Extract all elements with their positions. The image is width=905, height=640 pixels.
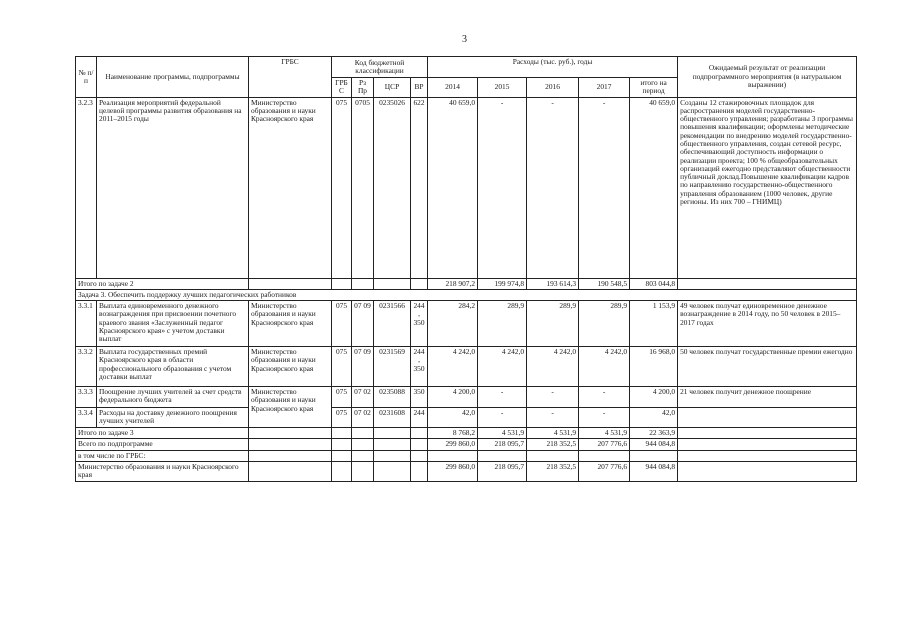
table-row — [76, 347, 857, 387]
cell-code-vr: 622 — [411, 97, 428, 278]
cell-2017: - — [579, 97, 630, 278]
cell-2015: - — [478, 97, 527, 278]
subheader-2014: 2014 — [428, 78, 478, 98]
ministry-total: 944 084,8 — [630, 461, 678, 481]
cell-name: Выплата единовременного денежного вознаграждения при присвоении почетного краевого звания «Заслуженный педагог Красноярского края» с учетом доставки выплат — [97, 301, 249, 347]
cell-code-csr: 0235026 — [374, 97, 411, 278]
total-label: Итого по задаче 2 — [76, 278, 249, 289]
cell-code-grbs: 075 — [332, 301, 352, 347]
table-row — [76, 97, 857, 278]
cell-2017: - — [579, 387, 630, 408]
total-label: Итого по задаче 3 — [76, 428, 249, 439]
cell-total: 40 659,0 — [630, 97, 678, 278]
subheader-csr: ЦСР — [374, 78, 411, 98]
subheader-total: итого на период — [630, 78, 678, 98]
cell-code-vr: 244, 350 — [411, 301, 428, 347]
cell-code-rzpr: 07 09 — [352, 347, 374, 387]
cell-2014: 284,2 — [428, 301, 478, 347]
subheader-2015: 2015 — [478, 78, 527, 98]
cell-name: Выплата государственных премий Красноярского края в области профессионального образования с учетом доставки выплат — [97, 347, 249, 387]
cell-code-vr: 244 — [411, 408, 428, 428]
cell-grbs: Министерство образования и науки Красноярского края — [249, 347, 332, 387]
cell-2016: - — [527, 387, 579, 408]
total-row-task3 — [76, 428, 857, 439]
cell-num: 3.3.2 — [76, 347, 97, 387]
cell-code-csr: 0235088 — [374, 387, 411, 408]
cell-code-rzpr: 07 02 — [352, 408, 374, 428]
cell-2016: 289,9 — [527, 301, 579, 347]
total-2015: 4 531,9 — [478, 428, 527, 439]
cell-code-grbs: 075 — [332, 97, 352, 278]
total-period: 22 363,9 — [630, 428, 678, 439]
ministry-2014: 299 860,0 — [428, 461, 478, 481]
col-header-budget-code: Код бюджетной классификации — [332, 57, 428, 78]
col-header-grbs: ГРБС — [249, 57, 332, 98]
total-2016: 218 352,5 — [527, 439, 579, 450]
ministry-2015: 218 095,7 — [478, 461, 527, 481]
cell-grbs: Министерство образования и науки Красноярского края — [249, 387, 332, 428]
ministry-label: Министерство образования и науки Красноярского края — [76, 461, 249, 481]
cell-result: Созданы 12 стажировочных площадок для распространения моделей государственно-общественного управления; разработаны 3 программы повышения квалификации; оформлены методические рекомендации по внедрению моделей государственно-общественного управления, создан сетевой ресурс, обеспечивающий доступность информации о реализации проекта; 100 % общеобразовательных организаций ежегодно представляют общественности публичный доклад.Повышение квалификации кадров по направлению государственно-общественного управления образованием (1000 человек, другие регионы. Из них 700 – ГНИМЦ) — [678, 97, 857, 278]
total-2017: 207 776,6 — [579, 439, 630, 450]
cell-grbs: Министерство образования и науки Красноярского края — [249, 301, 332, 347]
cell-2014: 4 200,0 — [428, 387, 478, 408]
total-2014: 218 907,2 — [428, 278, 478, 289]
program-expenses-table — [75, 56, 857, 482]
cell-2017: 289,9 — [579, 301, 630, 347]
cell-name: Расходы на доставку денежного поощрения лучших учителей — [97, 408, 249, 428]
cell-2014: 40 659,0 — [428, 97, 478, 278]
cell-2015: 4 242,0 — [478, 347, 527, 387]
total-2017: 4 531,9 — [579, 428, 630, 439]
cell-2015: - — [478, 387, 527, 408]
total-2017: 190 548,5 — [579, 278, 630, 289]
col-header-num: № п/п — [76, 57, 97, 98]
cell-name: Поощрение лучших учителей за счет средств федерального бюджета — [97, 387, 249, 408]
cell-code-rzpr: 0705 — [352, 97, 374, 278]
subheader-rzpr: Рз Пр — [352, 78, 374, 98]
cell-code-csr: 0231569 — [374, 347, 411, 387]
total-row-subprogram — [76, 439, 857, 450]
total-period: 803 044,8 — [630, 278, 678, 289]
subheader-vr: ВР — [411, 78, 428, 98]
cell-code-grbs: 075 — [332, 347, 352, 387]
cell-2015: - — [478, 408, 527, 428]
cell-2017: - — [579, 408, 630, 428]
cell-2016: - — [527, 97, 579, 278]
cell-code-csr: 0231608 — [374, 408, 411, 428]
cell-result: 50 человек получат государственные премии ежегодно — [678, 347, 857, 387]
cell-code-vr: 350 — [411, 387, 428, 408]
total-row-task2 — [76, 278, 857, 289]
cell-result — [678, 408, 857, 428]
total-2015: 199 974,8 — [478, 278, 527, 289]
cell-2016: 4 242,0 — [527, 347, 579, 387]
cell-num: 3.2.3 — [76, 97, 97, 278]
ministry-2016: 218 352,5 — [527, 461, 579, 481]
subheader-grbs: ГРБС — [332, 78, 352, 98]
cell-2016: - — [527, 408, 579, 428]
cell-2014: 4 242,0 — [428, 347, 478, 387]
total-2014: 8 768,2 — [428, 428, 478, 439]
grbs-breakdown-row — [76, 450, 857, 461]
cell-code-csr: 0231566 — [374, 301, 411, 347]
cell-2017: 4 242,0 — [579, 347, 630, 387]
table-row — [76, 301, 857, 347]
col-header-name: Наименование программы, подпрограммы — [97, 57, 249, 98]
cell-result: 49 человек получат единовременное денежное вознаграждение в 2014 году, по 50 человек в 2015–2017 годах — [678, 301, 857, 347]
cell-total: 16 968,0 — [630, 347, 678, 387]
total-label: Всего по подпрограмме — [76, 439, 249, 450]
total-2015: 218 095,7 — [478, 439, 527, 450]
cell-2015: 289,9 — [478, 301, 527, 347]
cell-code-rzpr: 07 09 — [352, 301, 374, 347]
cell-num: 3.3.3 — [76, 387, 97, 408]
table-row — [76, 387, 857, 408]
subheader-2016: 2016 — [527, 78, 579, 98]
cell-total: 4 200,0 — [630, 387, 678, 408]
cell-code-rzpr: 07 02 — [352, 387, 374, 408]
cell-2014: 42,0 — [428, 408, 478, 428]
col-header-result: Ожидаемый результат от реализации подпрограммного мероприятия (в натуральном выражении) — [678, 57, 857, 98]
cell-num: 3.3.4 — [76, 408, 97, 428]
subheader-2017: 2017 — [579, 78, 630, 98]
task3-title: Задача 3. Обеспечить поддержку лучших педагогических работников — [76, 289, 857, 300]
task3-title-row — [76, 289, 857, 300]
grbs-breakdown-label: в том числе по ГРБС: — [76, 450, 249, 461]
total-2014: 299 860,0 — [428, 439, 478, 450]
table-row — [76, 408, 857, 428]
page-number: 3 — [462, 34, 467, 45]
table-header-row — [76, 57, 857, 78]
cell-result: 21 человек получит денежное поощрение — [678, 387, 857, 408]
total-period: 944 084,8 — [630, 439, 678, 450]
col-header-expenses: Расходы (тыс. руб.), годы — [428, 57, 678, 78]
cell-code-grbs: 075 — [332, 408, 352, 428]
cell-code-vr: 244, 350 — [411, 347, 428, 387]
cell-code-grbs: 075 — [332, 387, 352, 408]
ministry-total-row — [76, 461, 857, 481]
ministry-2017: 207 776,6 — [579, 461, 630, 481]
total-2016: 193 614,3 — [527, 278, 579, 289]
cell-total: 42,0 — [630, 408, 678, 428]
cell-name: Реализация мероприятий федеральной целевой программы развития образования на 2011–2015 годы — [97, 97, 249, 278]
cell-num: 3.3.1 — [76, 301, 97, 347]
total-2016: 4 531,9 — [527, 428, 579, 439]
cell-grbs: Министерство образования и науки Красноярского края — [249, 97, 332, 278]
cell-total: 1 153,9 — [630, 301, 678, 347]
